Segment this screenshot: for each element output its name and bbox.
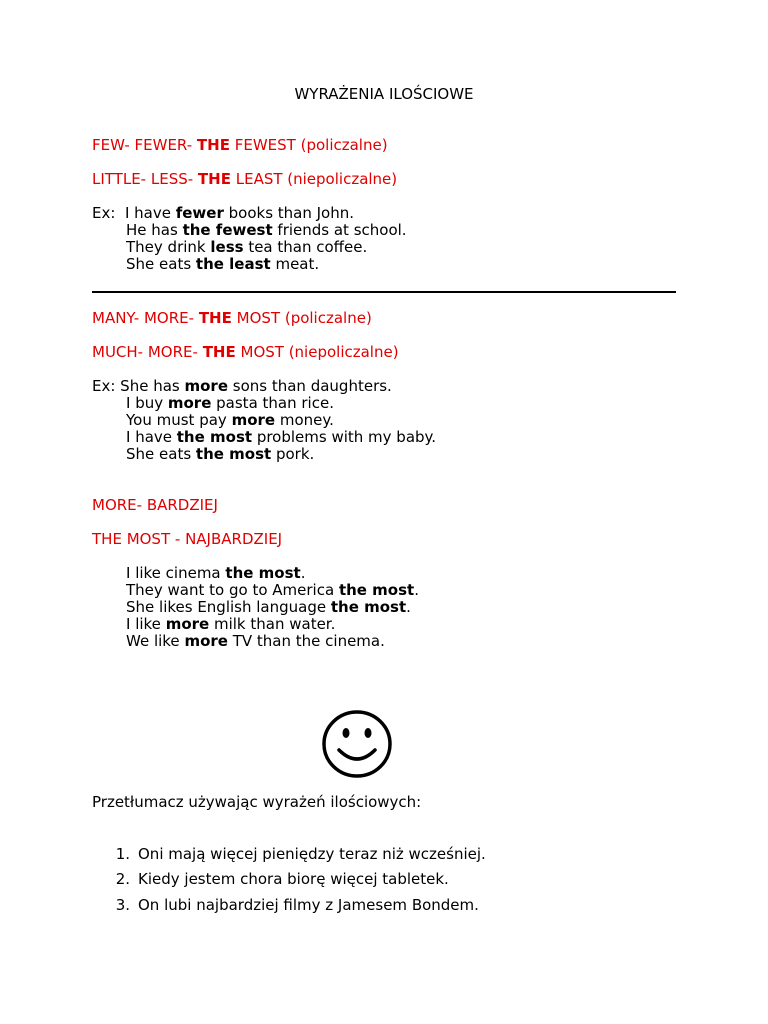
list-item: 3. On lubi najbardziej filmy z Jamesem Bondem. <box>115 896 479 914</box>
example-line: He has the fewest friends at school. <box>126 221 407 239</box>
example-line: They want to go to America the most. <box>126 581 419 599</box>
rule-many: MANY- MORE- THE MOST (policzalne) <box>92 309 372 327</box>
rule-few: FEW- FEWER- THE FEWEST (policzalne) <box>92 136 388 154</box>
horizontal-divider <box>92 291 676 293</box>
definition-more: MORE- BARDZIEJ <box>92 496 218 514</box>
list-item: 2. Kiedy jestem chora biorę więcej tabletek. <box>115 870 449 888</box>
example-line: She likes English language the most. <box>126 598 411 616</box>
smiley-face-icon <box>322 710 392 778</box>
example-line: I buy more pasta than rice. <box>126 394 334 412</box>
example-line: You must pay more money. <box>126 411 334 429</box>
rule-much: MUCH- MORE- THE MOST (niepoliczalne) <box>92 343 399 361</box>
example-line: We like more TV than the cinema. <box>126 632 385 650</box>
example-line: Ex: I have fewer books than John. <box>92 204 355 222</box>
example-line: She eats the most pork. <box>126 445 315 463</box>
exercise-heading: Przetłumacz używając wyrażeń ilościowych: <box>92 793 422 811</box>
example-line: I have the most problems with my baby. <box>126 428 437 446</box>
definition-most: THE MOST - NAJBARDZIEJ <box>92 530 283 548</box>
example-line: They drink less tea than coffee. <box>126 238 368 256</box>
example-line: She eats the least meat. <box>126 255 320 273</box>
example-line: I like cinema the most. <box>126 564 306 582</box>
page-title: WYRAŻENIA ILOŚCIOWE <box>294 85 474 103</box>
example-line: I like more milk than water. <box>126 615 336 633</box>
rule-little: LITTLE- LESS- THE LEAST (niepoliczalne) <box>92 170 398 188</box>
list-item: 1. Oni mają więcej pieniędzy teraz niż wcześniej. <box>115 845 486 863</box>
example-line: Ex: She has more sons than daughters. <box>92 377 392 395</box>
